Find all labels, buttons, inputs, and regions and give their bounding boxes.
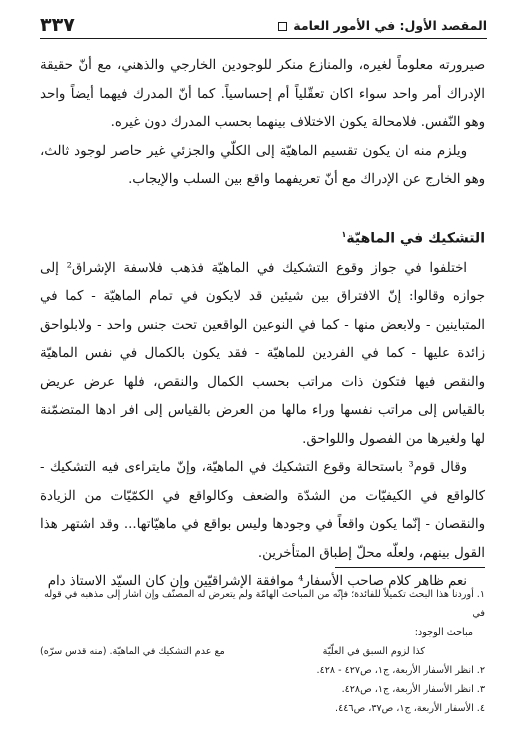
paragraph: نعم ظاهر كلام صاحب الأسفار⁴ موافقة الإشراقيّين وإن كان السيّد الاستاذ دام — [47, 574, 467, 590]
footnote-divider — [335, 567, 485, 568]
main-text — [40, 52, 485, 597]
verse-hemistich: مع عدم التشكيك في الماهيّة. (منه قدس سرّه) — [40, 646, 225, 657]
paragraph: صيرورته معلوماً لغيره، والمنازع منكر للوجودين الخارجي والذهني، مع أنّ حقيقة الإدراك أمر واحد سواء اكان تعقّلياً أم إحساسياً. كما أنّ المدرك فيهما أيضاً واحد وهو النّفس. فلامحالة يكون الاختلاف بينهما بحسب المدرك دون غيره. — [40, 58, 485, 130]
separator-square-icon — [278, 22, 287, 31]
footnotes — [40, 585, 485, 718]
page-number: ٣٣٧ — [40, 14, 75, 36]
footnote-2: ٢. انظر الأسفار الأربعة، ج١، ص٤٢٧ - ٤٢٨. — [316, 665, 485, 676]
footnote-verse — [40, 642, 485, 661]
running-head-text: المقصد الأول: في الأمور العامة — [293, 17, 487, 33]
page-header — [40, 12, 487, 39]
verse-hemistich: كذا لزوم السبق في العلّيّة — [322, 646, 425, 657]
running-head — [272, 18, 487, 33]
footnote-4: ٤. الأسفار الأربعة، ج١، ص٣٧، ص٤٤٦. — [335, 703, 485, 714]
footnote-3: ٣. انظر الأسفار الأربعة، ج١، ص٤٢٨. — [341, 684, 485, 695]
footnote-ref: ١ — [341, 229, 347, 239]
footnote-1-line: مباحث الوجود: — [414, 627, 473, 638]
paragraph: ويلزم منه ان يكون تقسيم الماهيّة إلى الكلّي والجزئي غير حاصر لوجود ثالث، وهو الخارج عن الإدراك مع أنّ تعريفهما واقع بين السلب والإيجاب. — [40, 143, 485, 187]
section-heading — [40, 221, 485, 253]
paragraph: وقال قوم³ باستحالة وقوع التشكيك في الماهيّة، وإنّ مايتراءى فيه التشكيك - كالواقع في الكيفيّات من الشدّة والضعف وكالواقع في الكمّيّات من الزيادة والنقصان - إنّما يكون واقعاً في وجودها وليس بواقع في ماهيّاتها... وقد اشتهر هذا القول بينهم، ولعلّه محلّ إطباق المتأخرين. — [40, 460, 485, 561]
footnote-1-line: ١. أوردنا هذا البحث تكميلاً للفائدة؛ فإنّه من المباحث الهامّة ولم يتعرض له المصنّف وإن اشار إلى مذهبه في قوله في — [44, 589, 485, 619]
paragraph: اختلفوا في جواز وقوع التشكيك في الماهيّة فذهب فلاسفة الإشراق² إلى جوازه وقالوا: إنّ الافتراق بين شيئين قد لايكون في تمام الماهيّة - كما في المتباينين - ولابعض منها - كما في النوعين الواقعين تحت جنس واحد - ولابلواحق زائدة عليها - كما في الفردين للماهيّة - فقد يكون بالكمال في نفس الماهيّة والنقص فيها فتكون ذات مراتب بحسب الكمال والنقص، فلها عرض عريض بالقياس إلى مراتب نفسها وراء مالها من العرض بالقياس إلى افر ادها المتضمّنة لها ولغيرها من الفصول واللواحق. — [40, 260, 485, 447]
section-heading-text: التشكيك في الماهيّة — [346, 230, 485, 247]
